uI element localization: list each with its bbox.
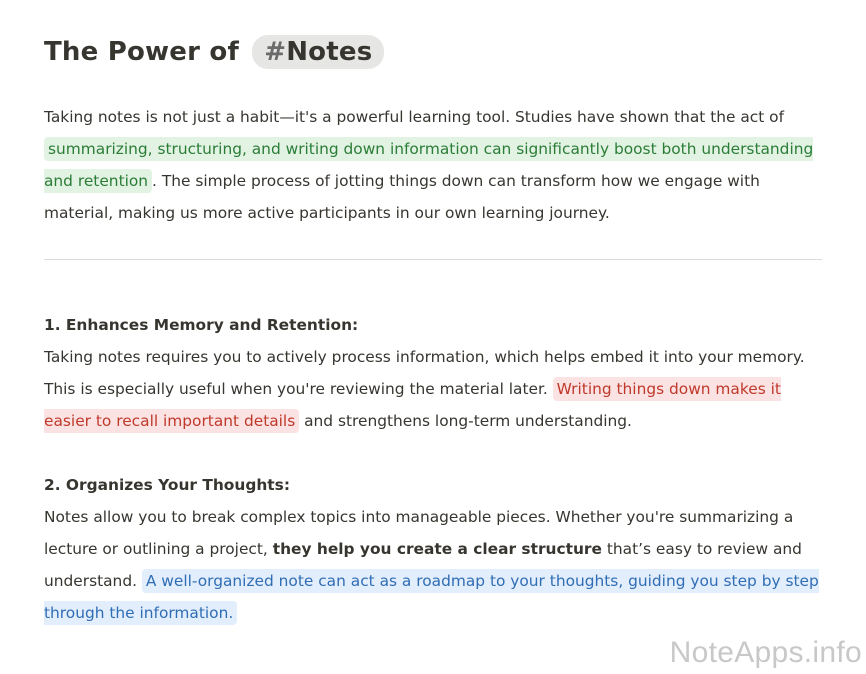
section-paragraph-organize: [44, 501, 824, 629]
intro-text-start: Taking notes is not just a habit—it's a powerful learning tool. Studies have shown that the act of: [44, 108, 785, 126]
notes-tag[interactable]: [252, 35, 384, 69]
green-highlight: summarizing, structuring, and writing down information can significantly boost both understanding and retention: [44, 137, 813, 193]
blue-highlight: A well-organized note can act as a roadmap to your thoughts, guiding you step by step through the information.: [44, 569, 819, 625]
organize-text-start: Notes allow you to break complex topics into manageable pieces. Whether you're summarizing a lecture or outlining a project,: [44, 508, 794, 558]
note-page: [44, 30, 824, 629]
tag-hash: #: [264, 37, 287, 67]
memory-text-end: and strengthens long-term understanding.: [299, 412, 632, 430]
memory-text-start: Taking notes requires you to actively process information, which helps embed it into your memory. This is especially useful when you're reviewing the material later.: [44, 348, 805, 398]
divider: [44, 259, 822, 260]
tag-label: Notes: [286, 37, 373, 67]
intro-text-end: . The simple process of jotting things down can transform how we engage with material, making us more active participants in our own learning journey.: [44, 172, 760, 222]
organize-text-middle: that’s easy to review and understand.: [44, 540, 802, 590]
page-title: [44, 30, 824, 74]
bold-phrase: they help you create a clear structure: [272, 540, 602, 558]
section-heading-organize: 2. Organizes Your Thoughts:: [44, 476, 290, 494]
intro-paragraph: [44, 101, 824, 229]
title-prefix: The Power of: [44, 37, 249, 67]
watermark: NoteApps.info: [669, 636, 862, 669]
section-paragraph-memory: [44, 341, 824, 437]
section-heading-memory: 1. Enhances Memory and Retention:: [44, 316, 359, 334]
red-highlight: Writing things down makes it easier to recall important details: [44, 377, 781, 433]
